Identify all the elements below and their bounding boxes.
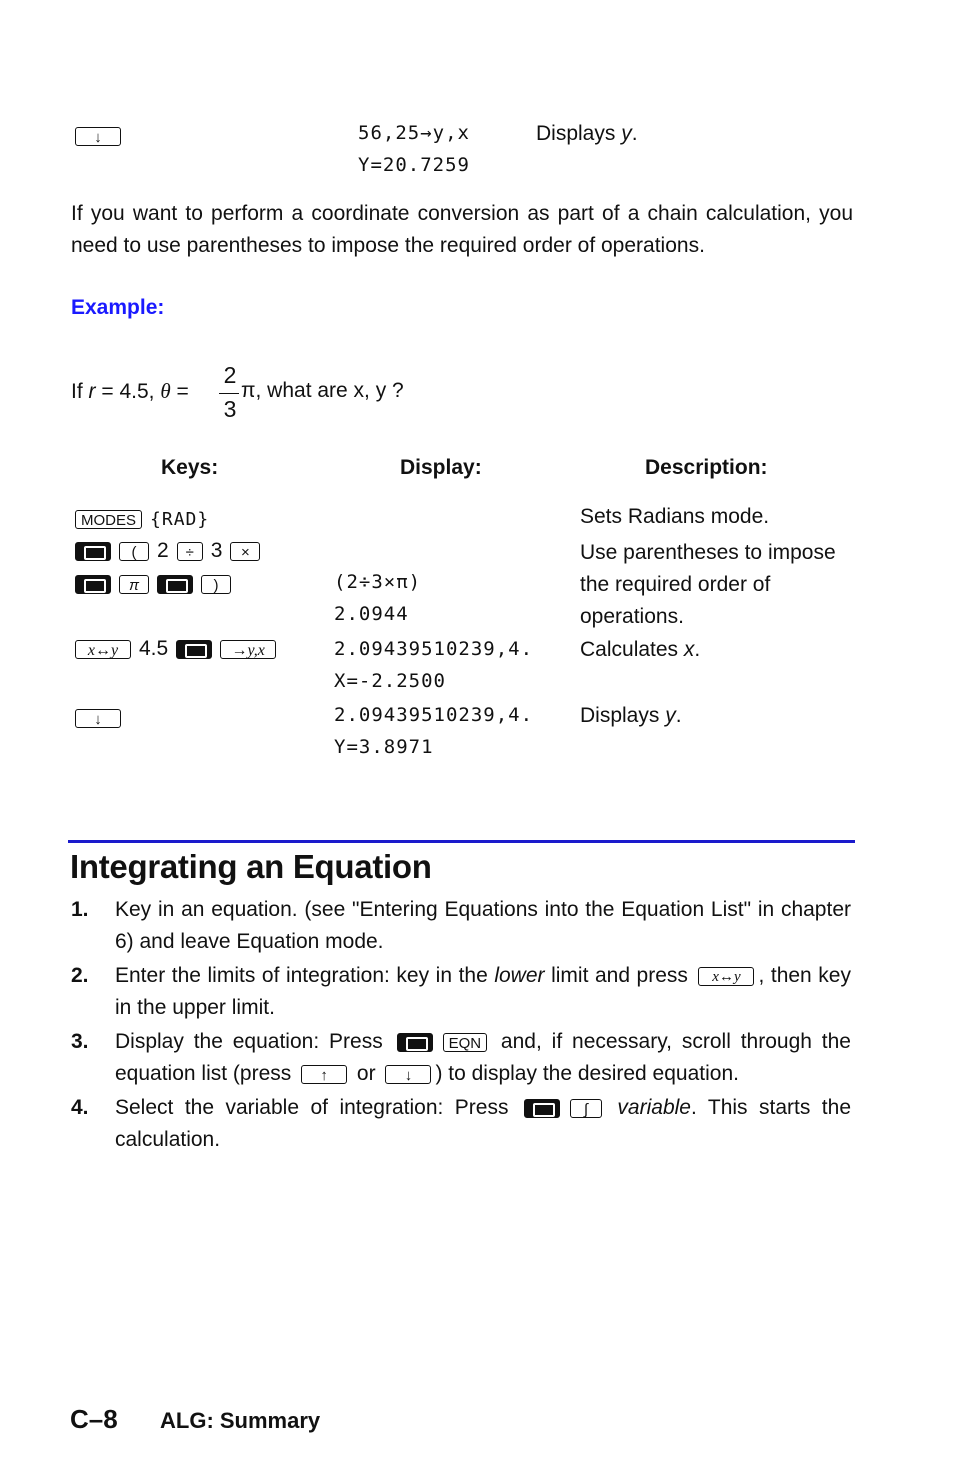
step-3: 3. Display the equation: Press EQN and, if necessary, scroll through the equation list (press ↑ or ↓ ) to display the desired equation. xyxy=(71,1030,851,1085)
footer-section: ALG: Summary xyxy=(160,1408,321,1433)
eqn-key: EQN xyxy=(443,1033,488,1052)
fraction-numerator: 2 xyxy=(223,362,237,388)
shift-key-icon xyxy=(397,1033,433,1052)
top-description: Displays y. xyxy=(536,122,638,145)
header-display: Display: xyxy=(400,456,482,479)
row3-display-1: (2÷3×π) xyxy=(334,571,422,593)
page-number: C–8 xyxy=(70,1404,118,1434)
divide-key: ÷ xyxy=(177,542,203,561)
down-key: ↓ xyxy=(75,124,129,148)
up-key: ↑ xyxy=(301,1065,347,1084)
row1-description: Sets Radians mode. xyxy=(580,505,770,528)
times-key: × xyxy=(230,542,260,561)
shift-key-icon xyxy=(157,575,193,594)
row-parentheses-keys: ( 2 ÷ 3 × xyxy=(75,539,268,563)
row4-description: Calculates x. xyxy=(580,638,701,661)
fraction-denominator: 3 xyxy=(223,396,237,422)
shift-key-icon xyxy=(176,640,212,659)
header-description: Description: xyxy=(645,456,768,479)
close-paren-key: ) xyxy=(201,575,231,594)
integrate-key: ∫ xyxy=(570,1099,602,1118)
rad-softkey: {RAD} xyxy=(150,509,210,530)
shift-key-icon xyxy=(524,1099,560,1118)
row-down-key xyxy=(75,706,129,730)
display-line-1: 56,25→y,x xyxy=(358,122,470,144)
example-label: Example: xyxy=(71,296,165,319)
row5-display-1: 2.09439510239,4. xyxy=(334,704,534,726)
step-4: 4. Select the variable of integration: Press ∫ variable. This starts the calculation. xyxy=(71,1096,852,1151)
row-pi-keys xyxy=(75,572,239,596)
steps-list xyxy=(71,894,851,1158)
row-modes-keys xyxy=(75,504,209,536)
intro-paragraph: If you want to perform a coordinate conversion as part of a chain calculation, you need to use parentheses to impose the required order of operations. xyxy=(71,202,853,257)
header-keys: Keys: xyxy=(161,456,219,479)
down-key: ↓ xyxy=(385,1065,431,1084)
row-convert-keys: x↔y 4.5 →y,x xyxy=(75,637,284,661)
section-title: Integrating an Equation xyxy=(70,848,432,885)
row4-display-1: 2.09439510239,4. xyxy=(334,638,534,660)
swap-xy-key: x↔y xyxy=(75,640,131,659)
open-paren-key: ( xyxy=(119,542,149,561)
row5-description: Displays y. xyxy=(580,704,682,727)
swap-xy-key: x↔y xyxy=(698,967,754,986)
to-yx-key: →y,x xyxy=(220,640,276,659)
down-key: ↓ xyxy=(75,709,121,728)
fraction-bar xyxy=(219,393,239,394)
step-1: 1. Key in an equation. (see "Entering Equations into the Equation List" in chapter 6) and leave Equation mode. xyxy=(71,898,851,953)
shift-key-icon xyxy=(75,542,111,561)
row5-display-2: Y=3.8971 xyxy=(334,736,434,758)
shift-key-icon xyxy=(75,575,111,594)
row2-description: Use parentheses to impose the required order of operations. xyxy=(580,541,836,628)
row3-display-2: 2.0944 xyxy=(334,603,409,625)
display-line-2: Y=20.7259 xyxy=(358,154,470,176)
row4-display-2: X=-2.2500 xyxy=(334,670,446,692)
step-2: 2. Enter the limits of integration: key in the lower limit and press x↔y , then key in the upper limit. xyxy=(71,964,851,1019)
section-rule xyxy=(68,840,855,843)
pi-key: π xyxy=(119,575,149,594)
modes-key: MODES xyxy=(75,510,142,529)
